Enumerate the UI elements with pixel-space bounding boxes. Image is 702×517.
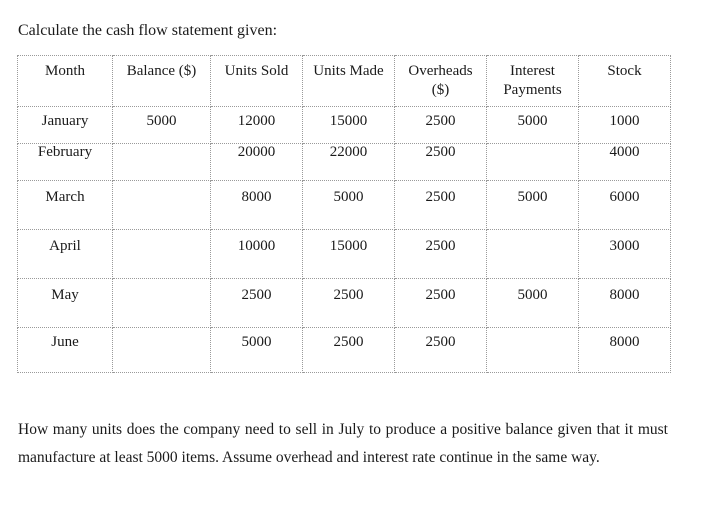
cell-units-made: 2500 bbox=[303, 279, 395, 328]
cell-stock: 8000 bbox=[579, 279, 671, 328]
cell-overheads: 2500 bbox=[395, 230, 487, 279]
cell-overheads: 2500 bbox=[395, 181, 487, 230]
cell-balance bbox=[113, 328, 211, 373]
cell-units-sold: 2500 bbox=[211, 279, 303, 328]
cell-units-made: 2500 bbox=[303, 328, 395, 373]
cell-stock: 4000 bbox=[579, 144, 671, 181]
header-interest-payments: Interest Payments bbox=[487, 56, 579, 107]
cell-balance: 5000 bbox=[113, 107, 211, 144]
cell-units-made: 22000 bbox=[303, 144, 395, 181]
cell-month: February bbox=[18, 144, 113, 181]
header-units-sold: Units Sold bbox=[211, 56, 303, 107]
cash-flow-table bbox=[17, 55, 671, 373]
cell-units-sold: 10000 bbox=[211, 230, 303, 279]
cell-stock: 6000 bbox=[579, 181, 671, 230]
cell-interest bbox=[487, 230, 579, 279]
table-row bbox=[18, 230, 671, 279]
cell-interest bbox=[487, 144, 579, 181]
cell-overheads: 2500 bbox=[395, 328, 487, 373]
cell-month: June bbox=[18, 328, 113, 373]
question-text: How many units does the company need to sell in July to produce a positive balance given that it must manufacture at least 5000 items. Assume overhead and interest rate continue in the same way. bbox=[18, 421, 668, 466]
cell-balance bbox=[113, 181, 211, 230]
header-month: Month bbox=[18, 56, 113, 107]
cell-units-made: 15000 bbox=[303, 107, 395, 144]
cell-interest: 5000 bbox=[487, 279, 579, 328]
cell-units-made: 15000 bbox=[303, 230, 395, 279]
cell-month: April bbox=[18, 230, 113, 279]
table-header-row bbox=[18, 56, 671, 107]
header-units-made: Units Made bbox=[303, 56, 395, 107]
cell-interest bbox=[487, 328, 579, 373]
cell-balance bbox=[113, 230, 211, 279]
cell-overheads: 2500 bbox=[395, 279, 487, 328]
header-balance: Balance ($) bbox=[113, 56, 211, 107]
page-heading: Calculate the cash flow statement given: bbox=[18, 22, 278, 39]
cell-stock: 8000 bbox=[579, 328, 671, 373]
cell-month: May bbox=[18, 279, 113, 328]
cash-flow-table-wrapper bbox=[17, 55, 671, 373]
cell-stock: 1000 bbox=[579, 107, 671, 144]
cell-stock: 3000 bbox=[579, 230, 671, 279]
cell-month: March bbox=[18, 181, 113, 230]
cell-units-sold: 20000 bbox=[211, 144, 303, 181]
table-row bbox=[18, 181, 671, 230]
cell-overheads: 2500 bbox=[395, 144, 487, 181]
cell-units-made: 5000 bbox=[303, 181, 395, 230]
cell-units-sold: 5000 bbox=[211, 328, 303, 373]
header-overheads: Overheads ($) bbox=[395, 56, 487, 107]
table-row bbox=[18, 279, 671, 328]
cell-overheads: 2500 bbox=[395, 107, 487, 144]
table-row bbox=[18, 144, 671, 181]
cell-month: January bbox=[18, 107, 113, 144]
table-row bbox=[18, 328, 671, 373]
cell-units-sold: 8000 bbox=[211, 181, 303, 230]
cell-interest: 5000 bbox=[487, 181, 579, 230]
cell-balance bbox=[113, 279, 211, 328]
table-row bbox=[18, 107, 671, 144]
cell-units-sold: 12000 bbox=[211, 107, 303, 144]
header-stock: Stock bbox=[579, 56, 671, 107]
cell-balance bbox=[113, 144, 211, 181]
cell-interest: 5000 bbox=[487, 107, 579, 144]
